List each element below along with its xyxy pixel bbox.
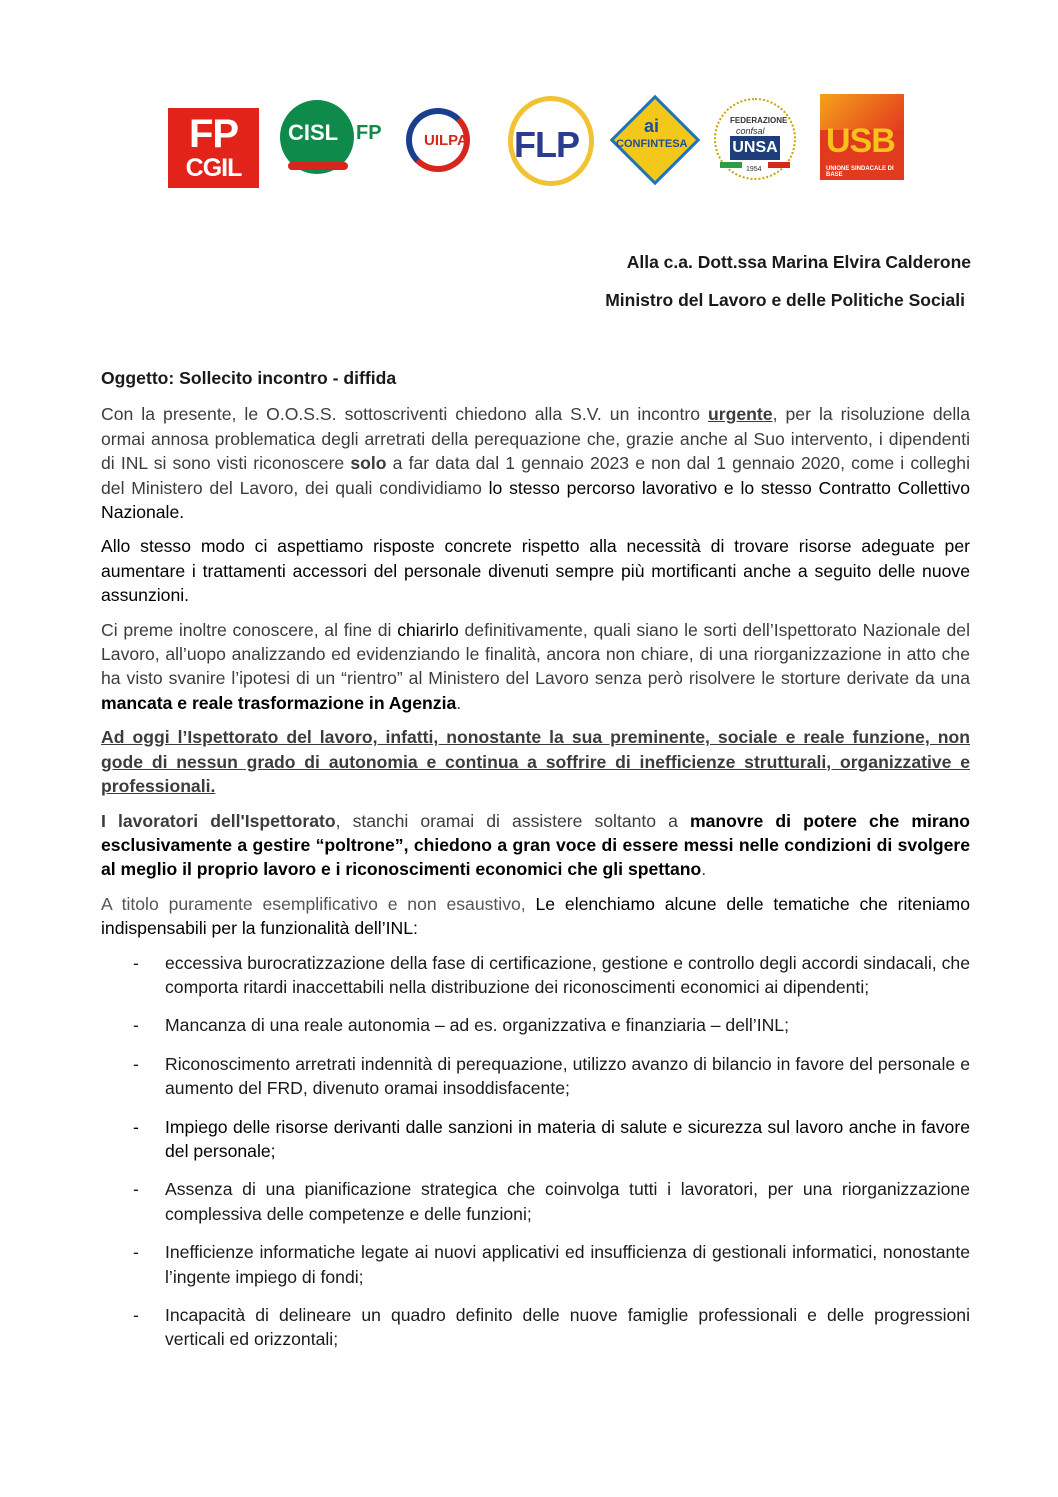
unsa-logo xyxy=(712,96,800,188)
paragraph-4: Ad oggi l’Ispettorato del lavoro, infatti, nonostante la sua preminente, sociale e reale funzione, non gode di nessun grado di autonomia e continua a soffrire di inefficienze strutturali, organizzative e professionali. xyxy=(101,727,970,797)
solo-word: solo xyxy=(350,453,387,474)
list-item: - Impiego delle risorse derivanti dalle sanzioni in materia di salute e sicurezza sul lavoro anche in favore del personale; xyxy=(133,1116,970,1161)
list-item: - eccessiva burocratizzazione della fase di certificazione, gestione e controllo degli accordi sindacali, che comporta ritardi inaccettabili nella distribuzione dei riconoscimenti economici ai dipendenti; xyxy=(133,952,970,997)
unsa-year: 1954 xyxy=(746,166,762,173)
confintesa-name: CONFINTESA xyxy=(616,138,688,150)
list-item: - Riconoscimento arretrati indennità di perequazione, utilizzo avanzo di bilancio in favore del personale e aumento del FRD, divenuto oramai insoddisfacente; xyxy=(133,1053,970,1099)
fp-cgil-logo xyxy=(168,108,259,188)
usb-name: USB xyxy=(826,122,895,160)
uilpa-name: UILPA xyxy=(424,132,468,149)
confintesa-logo xyxy=(610,102,696,182)
list-item: - Mancanza di una reale autonomia – ad es. organizzativa e finanziaria – dell’INL; xyxy=(133,1015,789,1036)
flp-name: FLP xyxy=(514,124,579,165)
fp-cgil-line2: CGIL xyxy=(185,154,242,182)
recipient-line2: Ministro del Lavoro e delle Politiche Sociali xyxy=(605,290,965,310)
cisl-name: CISL xyxy=(288,120,339,145)
unsa-name: UNSA xyxy=(730,136,780,160)
list-item: - Inefficienze informatiche legate ai nuovi applicativi ed insufficienza di gestionali informatici, nonostante l’ingente impiego di fondi; xyxy=(133,1242,970,1287)
paragraph-1: Con la presente, le O.O.S.S. sottoscriventi chiedono alla S.V. un incontro urgente, per la risoluzione della ormai annosa problematica degli arretrati della perequazione che, grazie anche al Suo intervento, i dipendenti di INL si sono visti riconoscere solo a far data dal 1 gennaio 2023 e non dal 1 gennaio 2020, come i colleghi del Ministero del Lavoro, dei quali condividiamo lo stesso percorso lavorativo e lo stesso Contratto Collettivo Nazionale. xyxy=(101,404,970,523)
paragraph-6: A titolo puramente esemplificativo e non esaustivo, Le elenchiamo alcune delle tematiche che riteniamo indispensabili per la funzionalità dell’INL: xyxy=(101,893,970,939)
unsa-federazione: FEDERAZIONE xyxy=(730,116,788,125)
cisl-suffix: FP xyxy=(356,122,382,144)
recipient-line1: Alla c.a. Dott.ssa Marina Elvira Calderone xyxy=(626,252,971,272)
subject-line: Oggetto: Sollecito incontro - diffida xyxy=(101,368,397,388)
issues-list xyxy=(101,951,970,1352)
list-item: - Incapacità di delineare un quadro definito delle nuove famiglie professionali e delle progressioni verticali ed orizzontali; xyxy=(133,1305,970,1350)
paragraph-3: Ci preme inoltre conoscere, al fine di chiarirlo definitivamente, quali siano le sorti dell’Ispettorato Nazionale del Lavoro, all’uopo analizzando ed evidenziando le finalità, ancora non chiare, di una riorganizzazione in atto che ha visto svanire l’ipotesi di un “rientro” al Ministero del Lavoro senza però risolvere le storture derivate da una mancata e reale trasformazione in Agenzia. xyxy=(101,619,970,713)
usb-logo xyxy=(820,94,904,180)
usb-subtitle: UNIONE SINDACALE DI BASE xyxy=(826,166,894,178)
flp-logo xyxy=(508,96,594,188)
list-item: - Assenza di una pianificazione strategica che coinvolga tutti i lavoratori, per una riorganizzazione complessiva delle competenze e delle funzioni; xyxy=(133,1179,970,1224)
paragraph-5: I lavoratori dell'Ispettorato, stanchi oramai di assistere soltanto a manovre di potere che mirano esclusivamente a gestire “poltrone”, chiedono a gran voce di essere messi nelle condizioni di svolgere al meglio il proprio lavoro e i riconoscimenti economici che gli spettano. xyxy=(101,810,970,880)
confintesa-mark: ai xyxy=(644,116,660,136)
paragraph-2: Allo stesso modo ci aspettiamo risposte concrete rispetto alla necessità di trovare risorse adeguate per aumentare i trattamenti accessori del personale divenuti sempre più mortificanti anche a seguito delle nuove assunzioni. xyxy=(101,536,970,606)
union-logos xyxy=(166,92,906,192)
fp-cgil-line1: FP xyxy=(188,112,239,156)
uilpa-logo xyxy=(404,102,484,182)
urgent-word: urgente xyxy=(708,404,773,425)
cisl-fp-logo xyxy=(280,100,390,190)
letter-body xyxy=(101,366,970,1366)
unsa-confsal: confsal xyxy=(736,126,765,136)
